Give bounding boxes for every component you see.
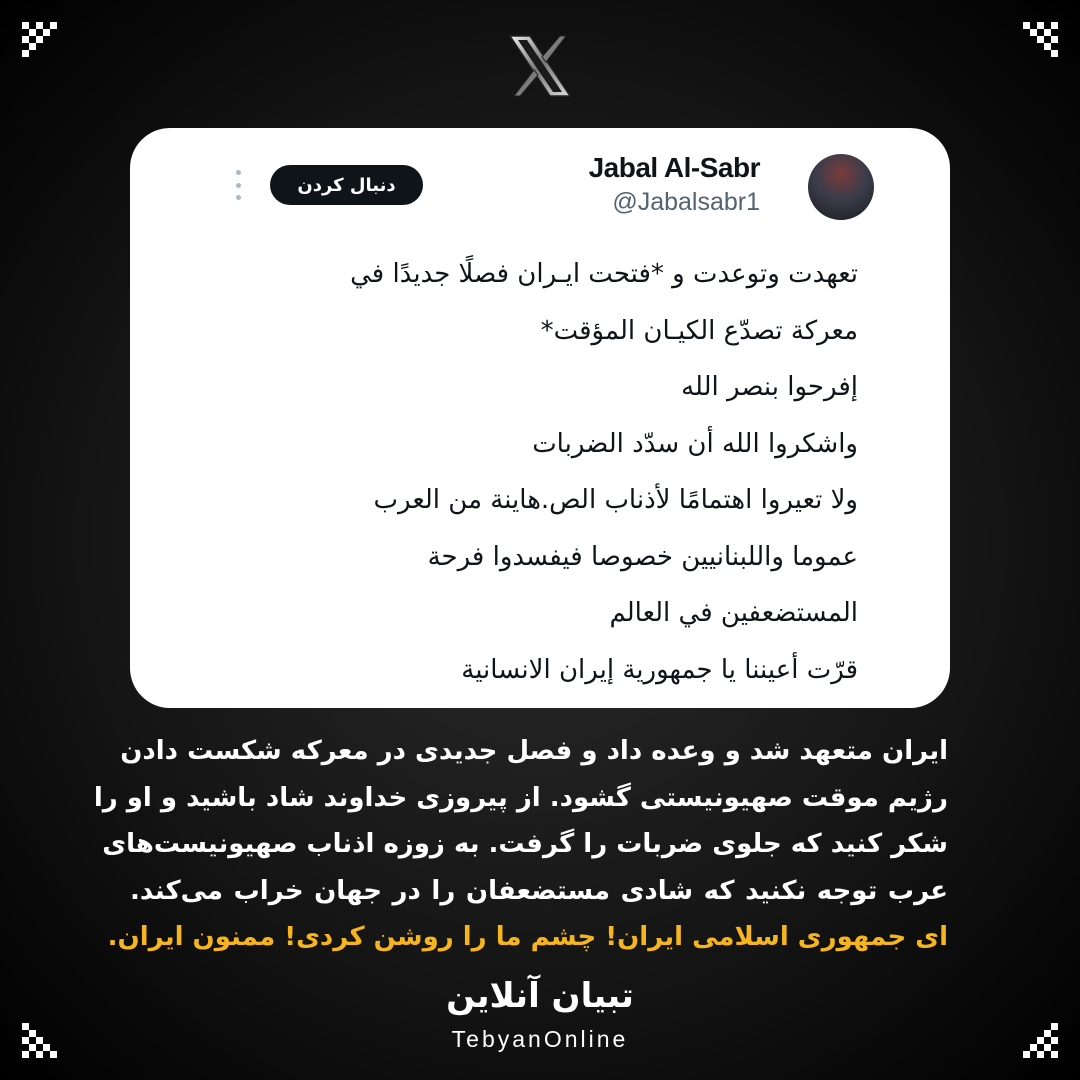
brand-logo-fa: تبیان آنلاین bbox=[446, 976, 634, 1016]
author-handle[interactable]: @Jabalsabr1 bbox=[612, 188, 760, 216]
tweet-line: واشكروا الله أن سدّد الضربات bbox=[532, 428, 858, 459]
dots-decoration-top-right bbox=[1022, 22, 1058, 58]
tweet-line: إفرحوا بنصر الله bbox=[681, 372, 858, 402]
translation-highlight: ای جمهوری اسلامی ایران! چشم ما را روشن کردی! ممنون ایران. bbox=[107, 922, 948, 952]
more-options-icon[interactable] bbox=[234, 170, 242, 200]
tweet-line: المستضعفين في العالم bbox=[609, 598, 858, 628]
translation-line: عرب توجه نکنید که شادی مستضعفان را در جهان خراب می‌کند. bbox=[130, 875, 948, 906]
tweet-line: ولا تعيروا اهتمامًا لأذناب الص.هاينة من العرب bbox=[373, 485, 858, 515]
translation-text bbox=[93, 728, 948, 961]
tweet-card bbox=[130, 128, 950, 708]
author-name[interactable]: Jabal Al-Sabr bbox=[588, 152, 760, 183]
dots-decoration-top-left bbox=[22, 22, 58, 58]
x-logo-icon bbox=[506, 32, 574, 100]
follow-button[interactable]: دنبال کردن bbox=[270, 165, 423, 205]
tweet-line: تعهدت وتوعدت و *فتحت ايـران فصلًا جديدًا في bbox=[350, 259, 858, 289]
tweet-text bbox=[350, 246, 858, 698]
translation-line: شکر کنید که جلوی ضربات را گرفت. به زوزه اذناب صهیونیست‌های bbox=[102, 829, 948, 859]
tweet-line: معركة تصدّع الكيـان المؤقت* bbox=[540, 315, 858, 346]
tweet-line: عموما واللبنانيين خصوصا فيفسدوا فرحة bbox=[427, 541, 858, 572]
tweet-line: قرّت أعيننا يا جمهورية إيران الانسانية bbox=[461, 654, 858, 685]
avatar[interactable] bbox=[808, 154, 874, 220]
translation-line: ایران متعهد شد و وعده داد و فصل جدیدی در معرکه شکست دادن bbox=[120, 736, 948, 766]
translation-line: رژیم موقت صهیونیستی گشود. از پیروزی خداوند شاد باشید و او را bbox=[93, 782, 948, 813]
brand-logo-en: TebyanOnline bbox=[451, 1026, 629, 1052]
